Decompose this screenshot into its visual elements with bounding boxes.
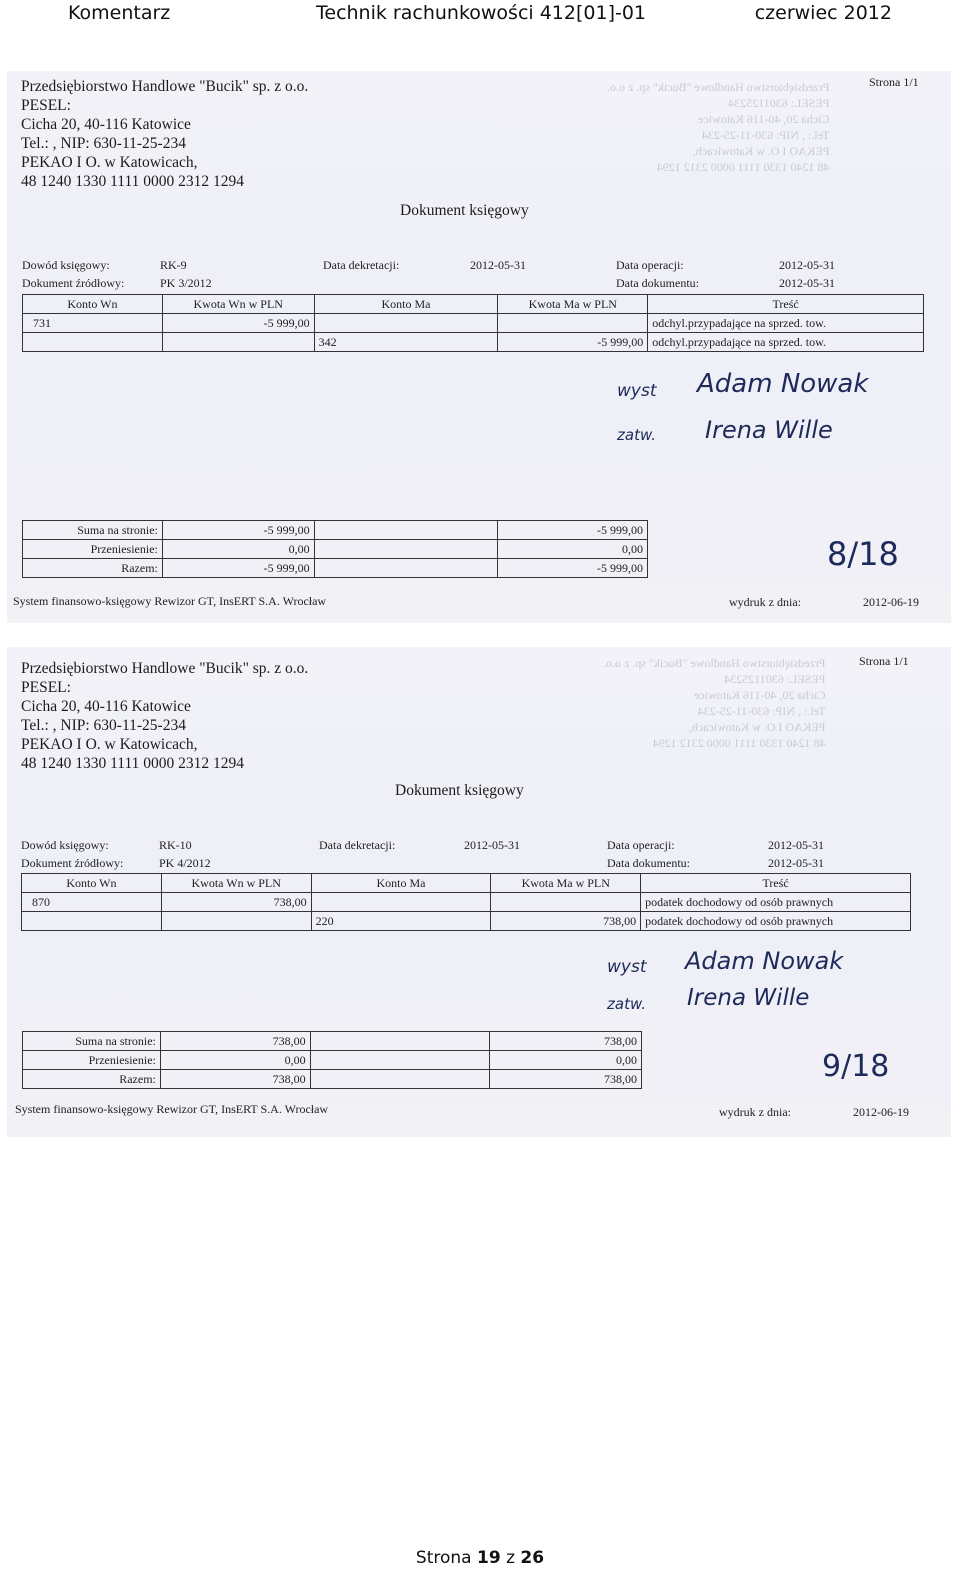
document-title: Dokument księgowy xyxy=(395,782,524,799)
kwota-ma-cell: 738,00 xyxy=(491,912,641,931)
bleed-through-text: Przedsiębiorstwo Handlowe "Bucik" sp. z o.o. PESEL: 6301125234 Cicha 20, 40-116 Katowice Tel.: , NIP: 630-11-25-234 PEKAO I O. w Katowicach, 48 1240 1330 1111 0000 2312 1294 xyxy=(607,80,830,174)
dowod-value: RK-9 xyxy=(160,258,187,272)
system-info: System finansowo-księgowy Rewizor GT, InsERT S.A. Wrocław xyxy=(15,1102,329,1116)
sum-wn: -5 999,00 xyxy=(162,521,314,540)
sum-ma: 738,00 xyxy=(490,1070,642,1089)
sum-ma: 0,00 xyxy=(490,1051,642,1070)
sum-spacer xyxy=(314,559,498,578)
sum-ma: -5 999,00 xyxy=(498,521,648,540)
column-header: Konto Ma xyxy=(311,874,491,893)
table-header-row xyxy=(22,874,911,893)
sum-wn: 0,00 xyxy=(160,1051,310,1070)
sum-row xyxy=(23,1051,642,1070)
sum-row xyxy=(23,1070,642,1089)
tresc-cell: odchyl.przypadające na sprzed. tow. xyxy=(648,333,924,352)
sum-row xyxy=(23,1032,642,1051)
table-row xyxy=(23,314,924,333)
table-header-row xyxy=(23,295,924,314)
sum-wn: 738,00 xyxy=(160,1032,310,1051)
konto-ma-cell: 220 xyxy=(311,912,491,931)
company-name: Przedsiębiorstwo Handlowe "Bucik" sp. z o.o. xyxy=(21,660,309,677)
column-header: Treść xyxy=(641,874,911,893)
table-row xyxy=(23,333,924,352)
zrodlowy-value: PK 4/2012 xyxy=(159,856,211,870)
sum-row xyxy=(23,521,648,540)
dokumentu-label: Data dokumentu: xyxy=(607,856,690,870)
konto-wn-cell xyxy=(22,912,162,931)
column-header: Kwota Ma w PLN xyxy=(498,295,648,314)
company-pesel: PESEL: xyxy=(21,97,71,114)
konto-wn-cell: 731 xyxy=(23,314,163,333)
handwritten-wyst-signature: Adam Nowak xyxy=(697,369,869,399)
page-count-label: Strona 1/1 xyxy=(869,75,919,89)
table-row xyxy=(22,912,911,931)
document-title: Dokument księgowy xyxy=(400,202,529,219)
sum-spacer xyxy=(314,521,498,540)
tresc-cell: podatek dochodowy od osób prawnych xyxy=(641,912,911,931)
dokumentu-label: Data dokumentu: xyxy=(616,276,699,290)
dowod-label: Dowód księgowy: xyxy=(22,258,110,272)
operacji-value: 2012-05-31 xyxy=(768,838,824,852)
page-header xyxy=(0,0,960,30)
dowod-value: RK-10 xyxy=(159,838,192,852)
print-date-value: 2012-06-19 xyxy=(863,595,919,609)
operacji-label: Data operacji: xyxy=(607,838,675,852)
column-header: Kwota Wn w PLN xyxy=(162,295,314,314)
sum-ma: 0,00 xyxy=(498,540,648,559)
page-number-sep: z xyxy=(506,1548,515,1568)
sum-ma: -5 999,00 xyxy=(498,559,648,578)
konto-ma-cell: 342 xyxy=(314,333,498,352)
sum-spacer xyxy=(310,1032,490,1051)
table-row xyxy=(22,893,911,912)
konto-ma-cell xyxy=(311,893,491,912)
column-header: Kwota Wn w PLN xyxy=(161,874,311,893)
sum-spacer xyxy=(310,1051,490,1070)
sum-label: Suma na stronie: xyxy=(23,1032,161,1051)
kwota-ma-cell xyxy=(491,893,641,912)
kwota-wn-cell xyxy=(162,333,314,352)
sum-wn: 0,00 xyxy=(162,540,314,559)
company-bank: PEKAO I O. w Katowicach, xyxy=(21,736,198,753)
dekretacji-value: 2012-05-31 xyxy=(470,258,526,272)
handwritten-zatw-label: zatw. xyxy=(617,426,657,444)
column-header: Treść xyxy=(648,295,924,314)
dokumentu-value: 2012-05-31 xyxy=(768,856,824,870)
header-section-label: Komentarz xyxy=(68,2,171,24)
page-number-prefix: Strona xyxy=(415,1548,472,1568)
handwritten-sheet-number: 8/18 xyxy=(827,535,899,573)
sum-spacer xyxy=(310,1070,490,1089)
sum-label: Przeniesienie: xyxy=(23,1051,161,1070)
sum-row xyxy=(23,559,648,578)
operacji-value: 2012-05-31 xyxy=(779,258,835,272)
company-tel-nip: Tel.: , NIP: 630-11-25-234 xyxy=(21,717,186,734)
column-header: Konto Ma xyxy=(314,295,498,314)
sum-wn: 738,00 xyxy=(160,1070,310,1089)
konto-ma-cell xyxy=(314,314,498,333)
sum-row xyxy=(23,540,648,559)
kwota-wn-cell: 738,00 xyxy=(161,893,311,912)
print-date-label: wydruk z dnia: xyxy=(729,595,801,609)
kwota-wn-cell xyxy=(161,912,311,931)
handwritten-wyst-label: wyst xyxy=(607,957,647,977)
scanned-document-2 xyxy=(7,647,951,1137)
dokumentu-value: 2012-05-31 xyxy=(779,276,835,290)
sum-label: Przeniesienie: xyxy=(23,540,163,559)
system-info: System finansowo-księgowy Rewizor GT, InsERT S.A. Wrocław xyxy=(13,594,327,608)
tresc-cell: podatek dochodowy od osób prawnych xyxy=(641,893,911,912)
sum-label: Razem: xyxy=(23,559,163,578)
scanned-document-1 xyxy=(7,71,951,623)
kwota-ma-cell xyxy=(498,314,648,333)
entries-table xyxy=(22,294,924,352)
kwota-wn-cell: -5 999,00 xyxy=(162,314,314,333)
company-address: Cicha 20, 40-116 Katowice xyxy=(21,698,191,715)
company-block xyxy=(21,77,308,191)
column-header: Konto Wn xyxy=(22,874,162,893)
page-count-label: Strona 1/1 xyxy=(859,654,909,668)
print-date-value: 2012-06-19 xyxy=(853,1105,909,1119)
handwritten-zatw-signature: Irena Wille xyxy=(687,985,810,1011)
company-tel-nip: Tel.: , NIP: 630-11-25-234 xyxy=(21,135,186,152)
company-pesel: PESEL: xyxy=(21,679,71,696)
bleed-through-text: Przedsiębiorstwo Handlowe "Bucik" sp. z o.o. PESEL: 6301125234 Cicha 20, 40-116 Katowice Tel.: , NIP: 630-11-25-234 PEKAO I O. w Katowicach, 48 1240 1330 1111 0000 2312 1294 xyxy=(603,656,826,750)
page-number-current: 19 xyxy=(476,1548,501,1568)
handwritten-zatw-signature: Irena Wille xyxy=(705,416,833,444)
sum-spacer xyxy=(314,540,498,559)
dekretacji-label: Data dekretacji: xyxy=(319,838,396,852)
zrodlowy-label: Dokument źródłowy: xyxy=(22,276,125,290)
company-account: 48 1240 1330 1111 0000 2312 1294 xyxy=(21,173,245,190)
sums-table xyxy=(22,1031,642,1089)
konto-wn-cell: 870 xyxy=(22,893,162,912)
handwritten-wyst-signature: Adam Nowak xyxy=(685,947,844,975)
konto-wn-cell xyxy=(23,333,163,352)
company-bank: PEKAO I O. w Katowicach, xyxy=(21,154,198,171)
company-block xyxy=(21,659,308,773)
page-number-footer xyxy=(0,1548,960,1568)
dekretacji-value: 2012-05-31 xyxy=(464,838,520,852)
column-header: Konto Wn xyxy=(23,295,163,314)
sum-label: Suma na stronie: xyxy=(23,521,163,540)
header-date: czerwiec 2012 xyxy=(754,2,892,24)
column-header: Kwota Ma w PLN xyxy=(491,874,641,893)
handwritten-wyst-label: wyst xyxy=(617,381,657,401)
zrodlowy-value: PK 3/2012 xyxy=(160,276,212,290)
dowod-label: Dowód księgowy: xyxy=(21,838,109,852)
sum-wn: -5 999,00 xyxy=(162,559,314,578)
company-name: Przedsiębiorstwo Handlowe "Bucik" sp. z o.o. xyxy=(21,78,309,95)
page-number-total: 26 xyxy=(520,1548,545,1568)
sum-label: Razem: xyxy=(23,1070,161,1089)
sum-ma: 738,00 xyxy=(490,1032,642,1051)
company-account: 48 1240 1330 1111 0000 2312 1294 xyxy=(21,755,245,772)
print-date-label: wydruk z dnia: xyxy=(719,1105,791,1119)
operacji-label: Data operacji: xyxy=(616,258,684,272)
dekretacji-label: Data dekretacji: xyxy=(323,258,400,272)
handwritten-sheet-number: 9/18 xyxy=(822,1049,890,1084)
header-exam-title: Technik rachunkowości 412[01]-01 xyxy=(316,2,647,24)
sums-table xyxy=(22,520,648,578)
entries-table xyxy=(21,873,911,931)
kwota-ma-cell: -5 999,00 xyxy=(498,333,648,352)
zrodlowy-label: Dokument źródłowy: xyxy=(21,856,124,870)
handwritten-zatw-label: zatw. xyxy=(607,995,647,1013)
company-address: Cicha 20, 40-116 Katowice xyxy=(21,116,191,133)
tresc-cell: odchyl.przypadające na sprzed. tow. xyxy=(648,314,924,333)
